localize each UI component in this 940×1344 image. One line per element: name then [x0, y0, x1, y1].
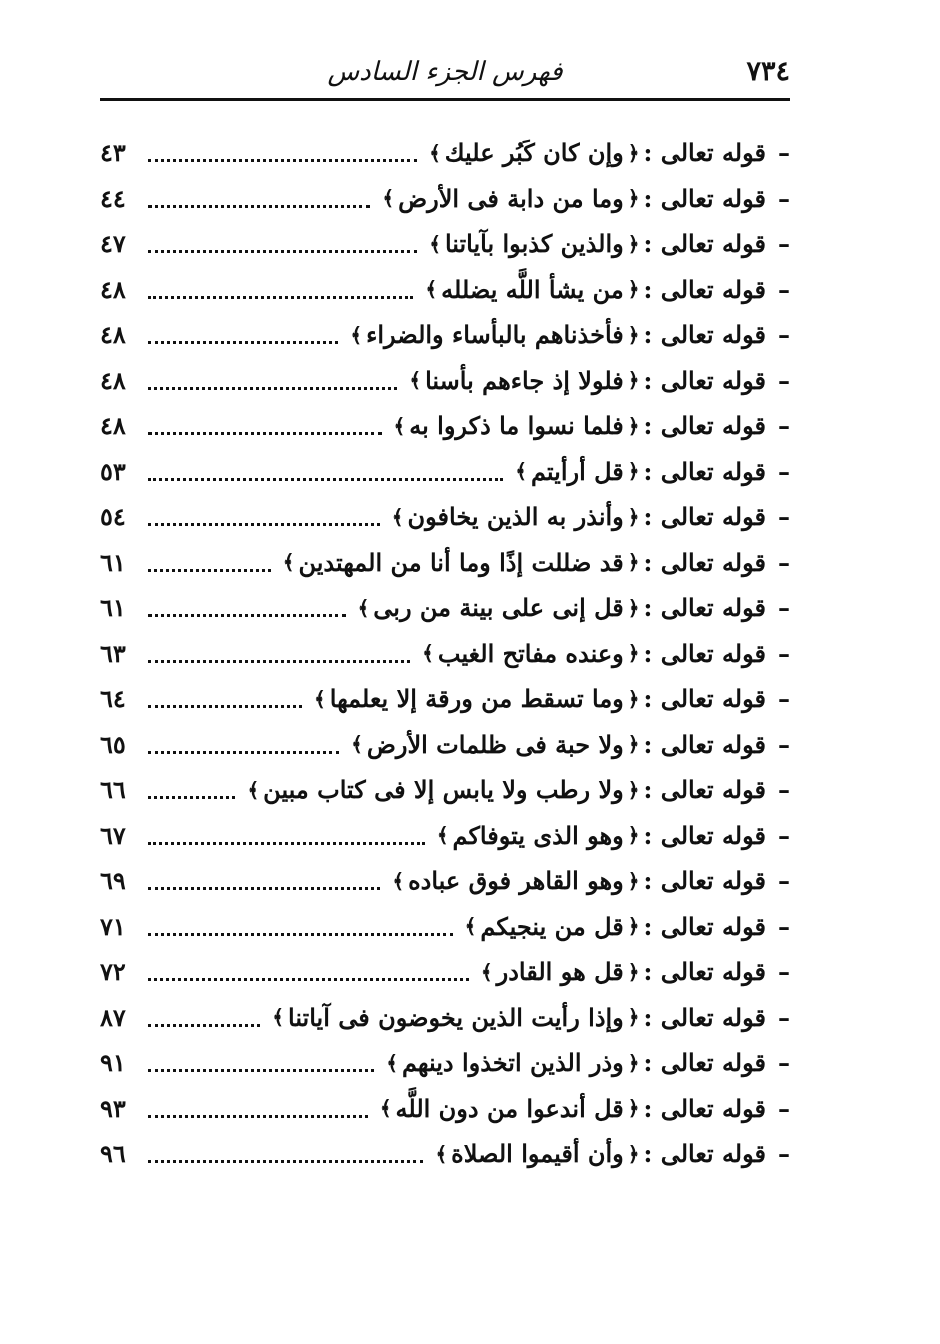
- entry-prefix: قوله تعالى :: [643, 1139, 766, 1169]
- index-entry: [100, 904, 790, 950]
- closing-bracket: ﴾: [391, 504, 404, 529]
- page-number: ٧٣٤: [746, 56, 790, 87]
- entry-dash: –: [778, 866, 790, 896]
- entry-page-number: ٦٩: [100, 866, 126, 896]
- entry-dash: –: [778, 684, 790, 714]
- dot-leader: [148, 772, 235, 799]
- index-entry: [100, 358, 790, 404]
- verse-text: فلما نسوا ما ذكروا به: [409, 411, 624, 441]
- opening-bracket: ﴿: [627, 459, 640, 484]
- closing-bracket: ﴾: [436, 823, 449, 848]
- closing-bracket: ﴾: [429, 231, 441, 256]
- dot-leader: [148, 181, 370, 208]
- verse-text: من يشأ اللَّه يضلله: [441, 274, 624, 304]
- entry-page-number: ٨٧: [100, 1002, 126, 1032]
- dot-leader: [148, 636, 410, 663]
- index-entry: [100, 176, 790, 222]
- entry-dash: –: [778, 820, 790, 850]
- entry-prefix: قوله تعالى :: [643, 183, 766, 213]
- index-entry: [100, 267, 790, 313]
- entry-prefix: قوله تعالى :: [643, 138, 766, 168]
- closing-bracket: ﴾: [351, 732, 363, 757]
- entry-dash: –: [778, 229, 790, 259]
- entry-page-number: ٧١: [100, 911, 126, 941]
- entry-prefix: قوله تعالى :: [643, 320, 766, 350]
- entry-page-number: ٦٧: [100, 820, 126, 850]
- entry-page-number: ٦٣: [100, 638, 126, 668]
- verse-text: والذين كذبوا بآياتنا: [444, 229, 624, 259]
- index-entry: [100, 221, 790, 267]
- index-entry: [100, 585, 790, 631]
- entry-page-number: ٤٤: [100, 183, 126, 213]
- entry-page-number: ٩٦: [100, 1139, 126, 1169]
- dot-leader: [148, 1000, 260, 1027]
- verse-text: وإذا رأيت الذين يخوضون فى آياتنا: [288, 1002, 624, 1032]
- opening-bracket: ﴿: [627, 550, 640, 575]
- verse-text: وأنذر به الذين يخافون: [407, 502, 624, 532]
- dot-leader: [148, 727, 339, 754]
- entry-dash: –: [778, 502, 790, 532]
- entry-page-number: ٤٨: [100, 365, 126, 395]
- entry-dash: –: [778, 1093, 790, 1123]
- entry-dash: –: [778, 911, 790, 941]
- entry-dash: –: [778, 1139, 790, 1169]
- index-entry: [100, 494, 790, 540]
- running-title: فهرس الجزء السادس: [327, 57, 563, 87]
- entry-page-number: ٤٨: [100, 320, 126, 350]
- dot-leader: [148, 454, 503, 481]
- dot-leader: [148, 545, 271, 572]
- verse-text: فلولا إذ جاءهم بأسنا: [425, 365, 624, 395]
- entry-page-number: ٧٢: [100, 957, 126, 987]
- closing-bracket: ﴾: [386, 1050, 398, 1075]
- entry-dash: –: [778, 456, 790, 486]
- entry-prefix: قوله تعالى :: [643, 274, 766, 304]
- entry-page-number: ٩٣: [100, 1093, 126, 1123]
- closing-bracket: ﴾: [247, 777, 260, 802]
- entry-dash: –: [778, 729, 790, 759]
- opening-bracket: ﴿: [627, 686, 640, 711]
- entry-prefix: قوله تعالى :: [643, 411, 766, 441]
- entry-page-number: ٦١: [100, 547, 126, 577]
- opening-bracket: ﴿: [627, 641, 640, 666]
- dot-leader: [148, 408, 382, 435]
- dot-leader: [148, 818, 425, 845]
- entry-prefix: قوله تعالى :: [643, 456, 766, 486]
- entry-prefix: قوله تعالى :: [643, 866, 766, 896]
- index-entry: [100, 540, 790, 586]
- entry-page-number: ٥٤: [100, 502, 126, 532]
- entry-prefix: قوله تعالى :: [643, 593, 766, 623]
- entry-prefix: قوله تعالى :: [643, 684, 766, 714]
- entry-page-number: ٦٤: [100, 684, 126, 714]
- entry-dash: –: [778, 1002, 790, 1032]
- closing-bracket: ﴾: [422, 641, 434, 666]
- opening-bracket: ﴿: [627, 1050, 640, 1075]
- index-entry: [100, 1040, 790, 1086]
- verse-text: وعنده مفاتح الغيب: [437, 638, 624, 668]
- entry-prefix: قوله تعالى :: [643, 775, 766, 805]
- index-entry: [100, 676, 790, 722]
- dot-leader: [148, 1091, 368, 1118]
- dot-leader: [148, 681, 302, 708]
- dot-leader: [148, 863, 380, 890]
- entry-prefix: قوله تعالى :: [643, 638, 766, 668]
- opening-bracket: ﴿: [627, 140, 640, 165]
- page-header: [100, 50, 790, 94]
- verse-text: وما تسقط من ورقة إلا يعلمها: [329, 684, 624, 714]
- dot-leader: [148, 317, 338, 344]
- index-entry: [100, 1131, 790, 1177]
- entry-dash: –: [778, 1048, 790, 1078]
- verse-text: وأن أقيموا الصلاة: [451, 1139, 624, 1169]
- closing-bracket: ﴾: [357, 595, 370, 620]
- opening-bracket: ﴿: [627, 277, 640, 302]
- opening-bracket: ﴿: [627, 868, 640, 893]
- index-entry: [100, 722, 790, 768]
- index-entry: [100, 995, 790, 1041]
- opening-bracket: ﴿: [627, 914, 640, 939]
- index-list: [100, 130, 790, 1177]
- entry-dash: –: [778, 320, 790, 350]
- entry-page-number: ٤٨: [100, 274, 126, 304]
- verse-text: ولا رطب ولا يابس إلا فى كتاب مبين: [263, 775, 624, 805]
- verse-text: قد ضللت إذًا وما أنا من المهتدين: [298, 547, 624, 577]
- entry-prefix: قوله تعالى :: [643, 1093, 766, 1123]
- closing-bracket: ﴾: [350, 322, 363, 347]
- closing-bracket: ﴾: [314, 686, 326, 711]
- index-entry: [100, 1086, 790, 1132]
- dot-leader: [148, 1045, 374, 1072]
- verse-text: وما من دابة فى الأرض: [398, 183, 624, 213]
- entry-dash: –: [778, 957, 790, 987]
- opening-bracket: ﴿: [627, 231, 640, 256]
- opening-bracket: ﴿: [627, 959, 640, 984]
- entry-dash: –: [778, 365, 790, 395]
- header-divider: [100, 98, 790, 101]
- dot-leader: [148, 135, 417, 162]
- index-entry: [100, 858, 790, 904]
- entry-prefix: قوله تعالى :: [643, 365, 766, 395]
- opening-bracket: ﴿: [627, 186, 640, 211]
- closing-bracket: ﴾: [480, 959, 493, 984]
- index-entry: [100, 312, 790, 358]
- index-entry: [100, 449, 790, 495]
- entry-page-number: ٤٣: [100, 138, 126, 168]
- verse-text: وإن كان كَبُر عليك: [444, 138, 624, 168]
- entry-dash: –: [778, 411, 790, 441]
- dot-leader: [148, 499, 380, 526]
- opening-bracket: ﴿: [627, 504, 640, 529]
- closing-bracket: ﴾: [435, 1141, 448, 1166]
- entry-page-number: ٤٨: [100, 411, 126, 441]
- closing-bracket: ﴾: [392, 868, 405, 893]
- opening-bracket: ﴿: [627, 823, 640, 848]
- index-entry: [100, 631, 790, 677]
- index-entry: [100, 403, 790, 449]
- entry-prefix: قوله تعالى :: [643, 1048, 766, 1078]
- closing-bracket: ﴾: [425, 277, 438, 302]
- entry-prefix: قوله تعالى :: [643, 820, 766, 850]
- dot-leader: [148, 909, 453, 936]
- entry-prefix: قوله تعالى :: [643, 229, 766, 259]
- closing-bracket: ﴾: [464, 914, 477, 939]
- opening-bracket: ﴿: [627, 1096, 640, 1121]
- entry-prefix: قوله تعالى :: [643, 957, 766, 987]
- dot-leader: [148, 590, 346, 617]
- verse-text: قل من ينجيكم: [480, 911, 624, 941]
- entry-page-number: ٩١: [100, 1048, 126, 1078]
- entry-page-number: ٦٦: [100, 775, 126, 805]
- entry-dash: –: [778, 183, 790, 213]
- verse-text: وهو الذى يتوفاكم: [452, 820, 624, 850]
- entry-prefix: قوله تعالى :: [643, 547, 766, 577]
- entry-dash: –: [778, 593, 790, 623]
- index-entry: [100, 949, 790, 995]
- entry-dash: –: [778, 775, 790, 805]
- opening-bracket: ﴿: [627, 595, 640, 620]
- index-entry: [100, 813, 790, 859]
- verse-text: قل إنى على بينة من ربى: [373, 593, 624, 623]
- verse-text: قل أرأيتم: [530, 456, 624, 486]
- dot-leader: [148, 954, 469, 981]
- dot-leader: [148, 1136, 423, 1163]
- verse-text: قل أندعوا من دون اللَّه: [395, 1093, 624, 1123]
- opening-bracket: ﴿: [627, 777, 640, 802]
- dot-leader: [148, 272, 413, 299]
- entry-dash: –: [778, 638, 790, 668]
- entry-page-number: ٥٣: [100, 456, 126, 486]
- verse-text: ولا حبة فى ظلمات الأرض: [366, 729, 624, 759]
- closing-bracket: ﴾: [272, 1005, 284, 1030]
- opening-bracket: ﴿: [627, 732, 640, 757]
- entry-page-number: ٦٥: [100, 729, 126, 759]
- opening-bracket: ﴿: [627, 368, 640, 393]
- verse-text: وهو القاهر فوق عباده: [408, 866, 624, 896]
- closing-bracket: ﴾: [282, 550, 295, 575]
- closing-bracket: ﴾: [382, 186, 395, 211]
- opening-bracket: ﴿: [627, 1141, 640, 1166]
- entry-prefix: قوله تعالى :: [643, 911, 766, 941]
- index-entry: [100, 130, 790, 176]
- entry-dash: –: [778, 138, 790, 168]
- index-entry: [100, 767, 790, 813]
- opening-bracket: ﴿: [627, 322, 640, 347]
- verse-text: وذر الذين اتخذوا دينهم: [401, 1048, 624, 1078]
- entry-page-number: ٦١: [100, 593, 126, 623]
- opening-bracket: ﴿: [627, 413, 640, 438]
- entry-dash: –: [778, 547, 790, 577]
- entry-dash: –: [778, 274, 790, 304]
- closing-bracket: ﴾: [379, 1096, 392, 1121]
- closing-bracket: ﴾: [429, 140, 441, 165]
- entry-page-number: ٤٧: [100, 229, 126, 259]
- dot-leader: [148, 226, 417, 253]
- closing-bracket: ﴾: [393, 413, 406, 438]
- dot-leader: [148, 363, 397, 390]
- closing-bracket: ﴾: [409, 368, 422, 393]
- entry-prefix: قوله تعالى :: [643, 502, 766, 532]
- closing-bracket: ﴾: [515, 459, 527, 484]
- verse-text: قل هو القادر: [496, 957, 624, 987]
- entry-prefix: قوله تعالى :: [643, 729, 766, 759]
- entry-prefix: قوله تعالى :: [643, 1002, 766, 1032]
- opening-bracket: ﴿: [627, 1005, 640, 1030]
- verse-text: فأخذناهم بالبأساء والضراء: [366, 320, 624, 350]
